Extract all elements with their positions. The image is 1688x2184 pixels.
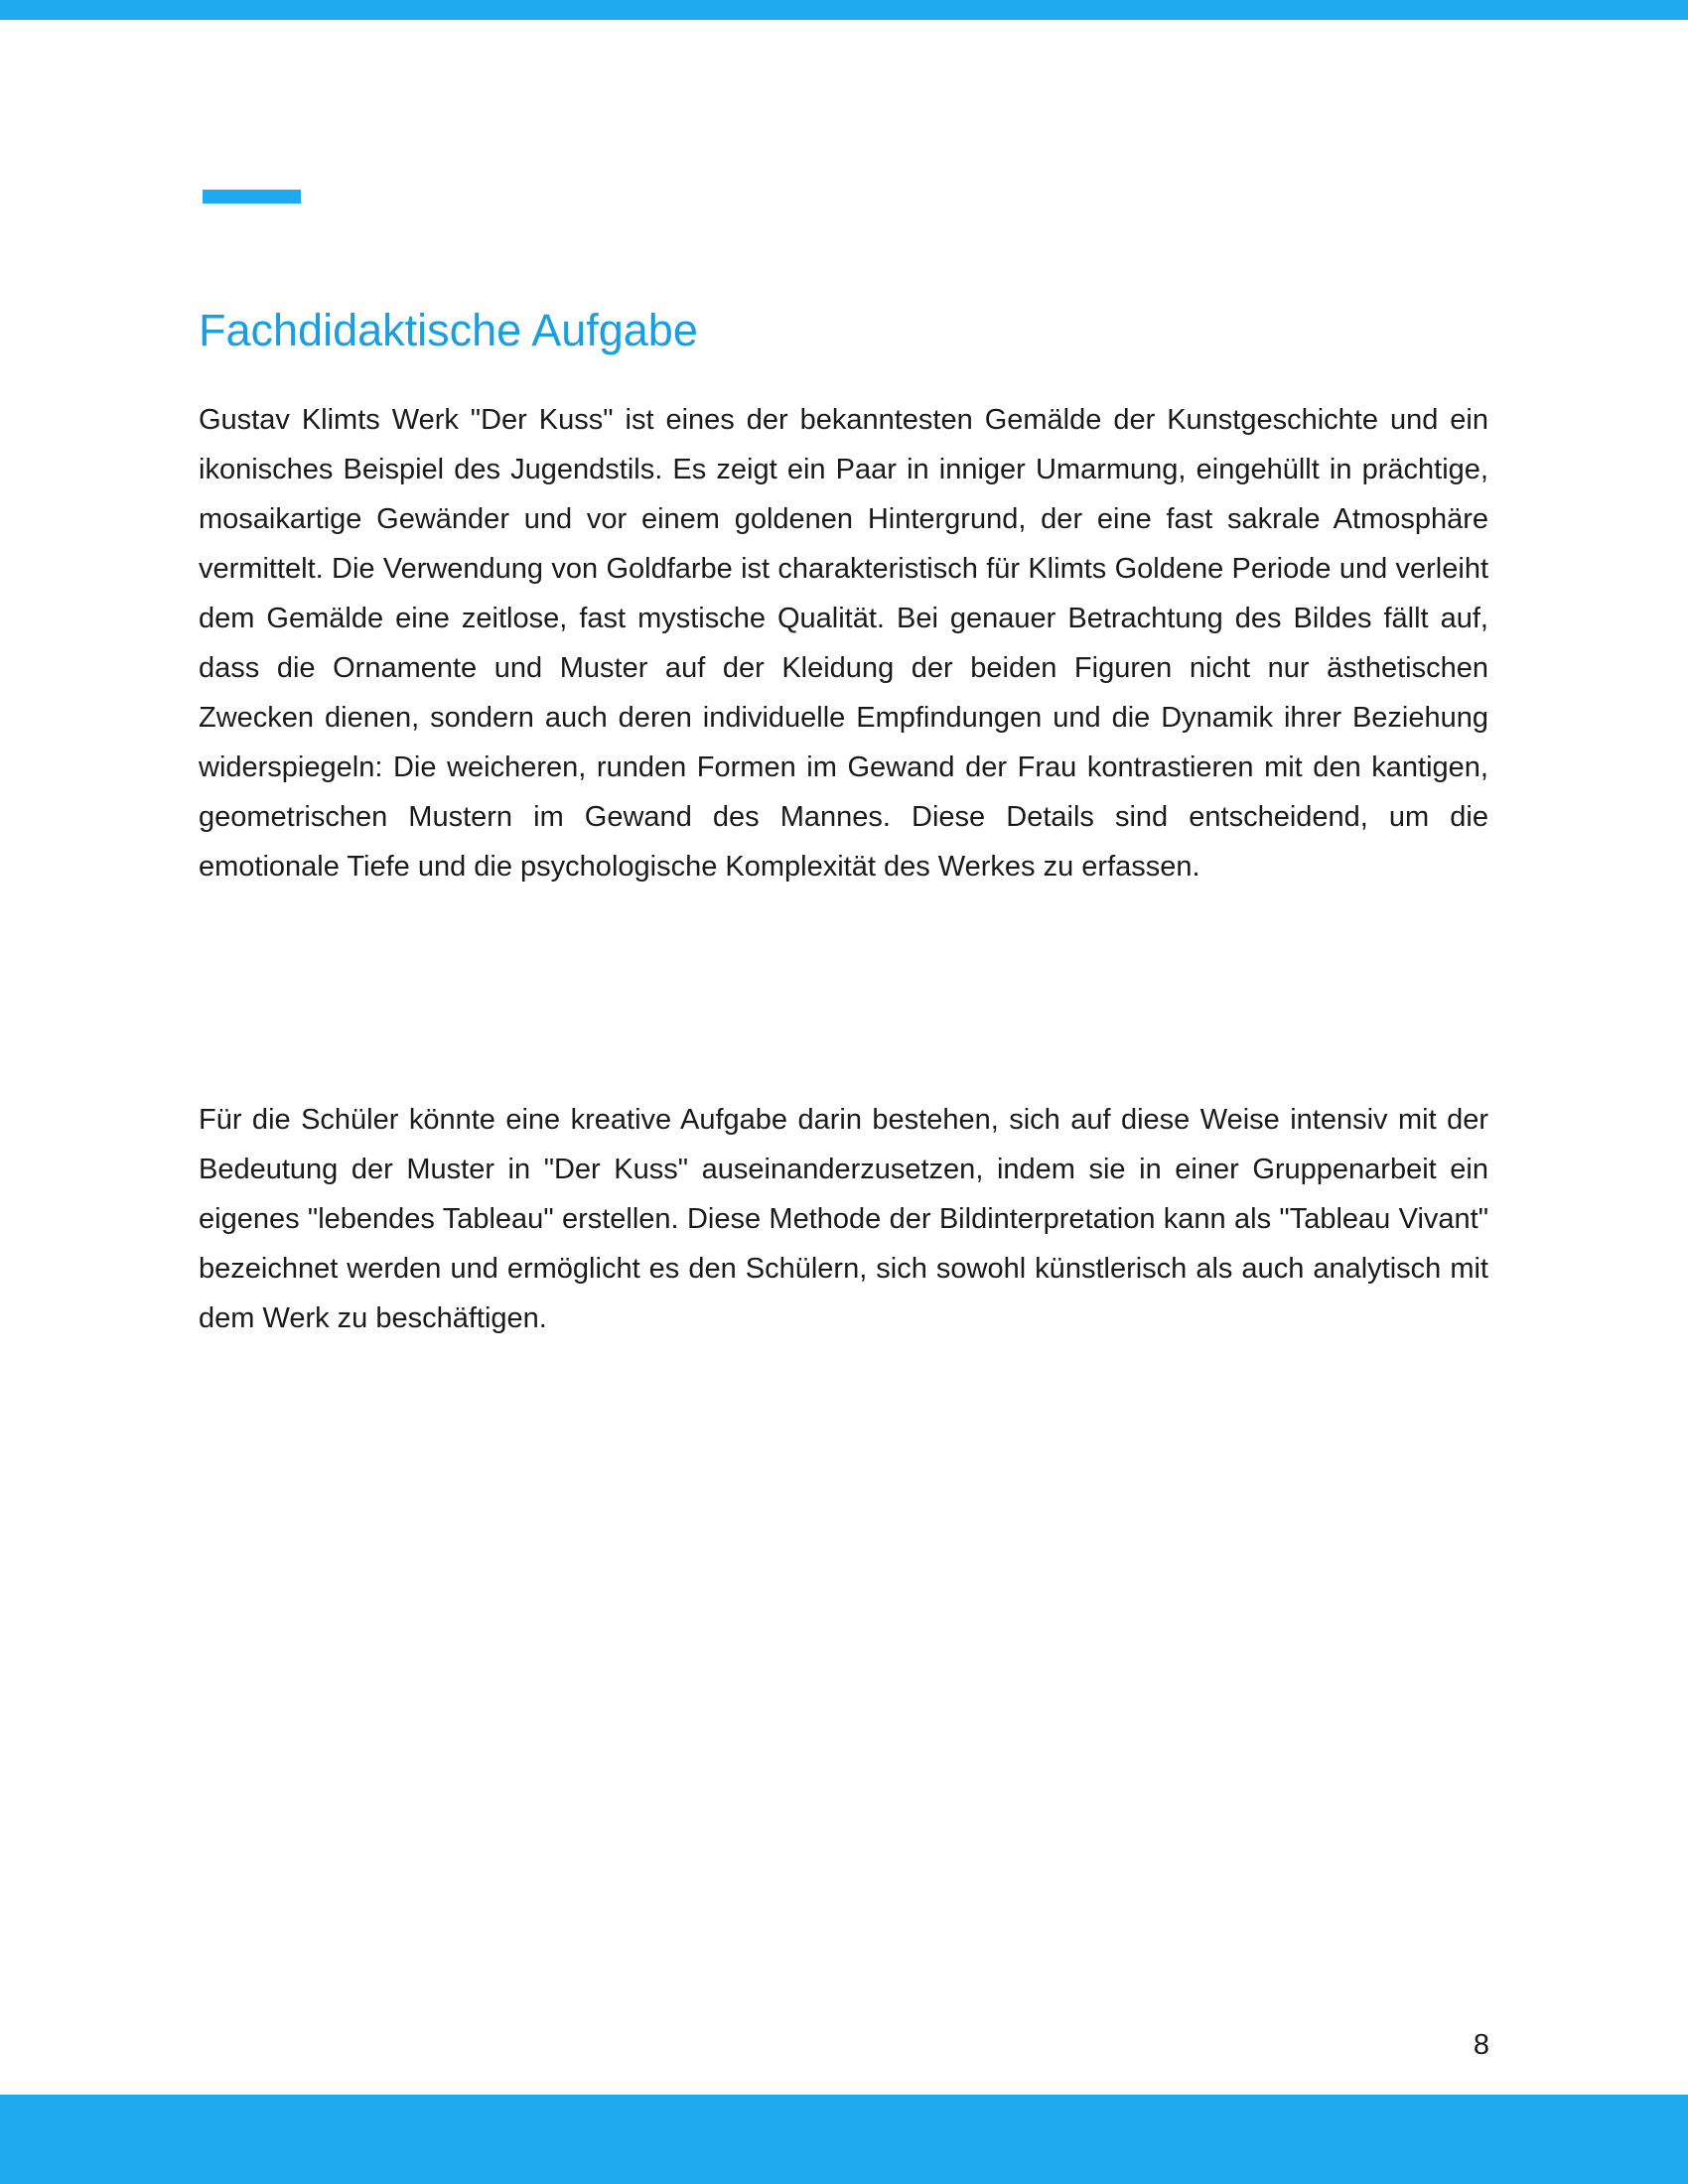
section-title: Fachdidaktische Aufgabe [199, 305, 698, 355]
top-accent-bar [0, 0, 1688, 20]
body-paragraph-2: Für die Schüler könnte eine kreative Aufgabe darin bestehen, sich auf diese Weise intensiv mit der Bedeutung der Muster in "Der Kuss" auseinanderzusetzen, indem sie in einer Gruppenarbeit ein eigenes "lebendes Tableau" erstellen. Diese Methode der Bildinterpretation kann als "Tableau Vivant" bezeichnet werden und ermöglicht es den Schülern, sich sowohl künstlerisch als auch analytisch mit dem Werk zu beschäftigen. [199, 1104, 1488, 1334]
section-accent-rule [203, 190, 301, 204]
page-number: 8 [1473, 2029, 1489, 2061]
body-paragraph-1: Gustav Klimts Werk "Der Kuss" ist eines der bekanntesten Gemälde der Kunstgeschichte und ein ikonisches Beispiel des Jugendstils. Es zeigt ein Paar in inniger Umarmung, eingehüllt in prächtige, mosaikartige Gewänder und vor einem goldenen Hintergrund, der eine fast sakrale Atmosphäre vermittelt. Die Verwendung von Goldfarbe ist charakteristisch für Klimts Goldene Periode und verleiht dem Gemälde eine zeitlose, fast mystische Qualität. Bei genauer Betrachtung des Bildes fällt auf, dass die Ornamente und Muster auf der Kleidung der beiden Figuren nicht nur ästhetischen Zwecken dienen, sondern auch deren individuelle Empfindungen und die Dynamik ihrer Beziehung widerspiegeln: Die weicheren, runden Formen im Gewand der Frau kontrastieren mit den kantigen, geometrischen Mustern im Gewand des Mannes. Diese Details sind entscheidend, um die emotionale Tiefe und die psychologische Komplexität des Werkes zu erfassen. [199, 404, 1488, 883]
bottom-accent-bar [0, 2095, 1688, 2184]
